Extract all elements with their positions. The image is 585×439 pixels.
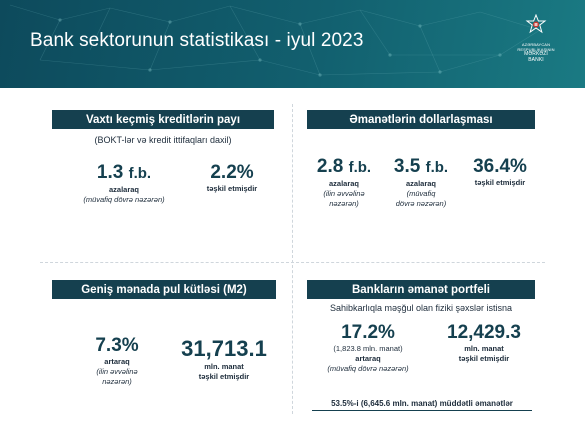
- stat-value: 2.2%: [210, 162, 254, 183]
- stat-note: (ilin əvvəlinə: [96, 367, 138, 376]
- stat-label: artaraq: [355, 354, 381, 363]
- m2-heading: Geniş mənada pul kütləsi (M2): [52, 280, 276, 299]
- logo-line: MƏRKƏZİ: [524, 51, 548, 58]
- term-deposits-note: 53.5%-i (6,645.6 mln. manat) müddətli əmanətlər: [312, 399, 532, 411]
- dollarization-stat-yoy: [381, 156, 461, 209]
- stat-value: 12,429.3: [447, 322, 521, 343]
- stat-detail: (1,823.8 mln. manat): [333, 344, 403, 353]
- overdue-stat-change: [54, 162, 194, 205]
- stat-note: (müvafiq dövrə nəzərən): [83, 195, 165, 204]
- horizontal-divider: [40, 262, 545, 263]
- portfolio-stat-volume: [430, 322, 538, 364]
- stat-note: nəzərən): [329, 199, 359, 208]
- stat-label: azalaraq: [108, 185, 140, 194]
- stat-value: 2.8 f.b.: [316, 156, 372, 177]
- stat-note: (müvafiq: [406, 189, 436, 198]
- stat-value: 36.4%: [473, 156, 527, 177]
- deposit-portfolio-heading: Bankların əmanət portfeli: [307, 280, 535, 299]
- stat-value: 1.3 f.b.: [96, 162, 152, 183]
- stat-label: təşkil etmişdir: [206, 184, 258, 193]
- stat-label: təşkil etmişdir: [474, 178, 526, 187]
- m2-stat-volume: [168, 336, 280, 382]
- logo-line: BANKI: [528, 56, 544, 63]
- stat-note: (müvafiq dövrə nəzərən): [327, 364, 409, 373]
- stat-label: azalaraq: [328, 179, 360, 188]
- stat-value: 17.2%: [341, 322, 395, 343]
- stat-value: 31,713.1: [181, 336, 267, 361]
- stat-note: dövrə nəzərən): [395, 199, 447, 208]
- portfolio-stat-growth: [308, 322, 428, 374]
- dollarization-stat-ytd: [305, 156, 383, 209]
- stat-note: nəzərən): [102, 377, 132, 386]
- m2-stat-growth: [72, 335, 162, 387]
- header-banner: [0, 0, 585, 88]
- overdue-loans-subtitle: (BOKT-lər və kredit ittifaqları daxil): [94, 135, 232, 145]
- dollarization-heading: Əmanətlərin dollarlaşması: [307, 110, 535, 129]
- stat-value: 3.5 f.b.: [393, 156, 449, 177]
- stat-label: azalaraq: [405, 179, 437, 188]
- stat-value: 7.3%: [95, 335, 139, 356]
- emblem-icon: [525, 14, 547, 36]
- logo-caption: [516, 43, 556, 63]
- overdue-loans-heading: Vaxtı keçmiş kreditlərin payı: [52, 110, 274, 129]
- overdue-stat-share: [190, 162, 274, 194]
- stat-note: (ilin əvvəlinə: [323, 189, 365, 198]
- stat-label: artaraq: [104, 357, 130, 366]
- logo-line: RESPUBLİKASININ: [517, 46, 555, 52]
- stat-label: mln. manat: [204, 362, 244, 371]
- stat-label: mln. manat: [464, 344, 504, 353]
- dollarization-stat-share: [460, 156, 540, 188]
- stat-label: təşkil etmişdir: [198, 372, 250, 381]
- logo-line: AZƏRBAYCAN: [521, 42, 551, 47]
- page-title: Bank sektorunun statistikası - iyul 2023: [30, 30, 364, 51]
- vertical-divider: [292, 104, 293, 414]
- stat-label: təşkil etmişdir: [458, 354, 510, 363]
- central-bank-logo: [516, 14, 556, 63]
- deposit-portfolio-subtitle: Sahibkarlıqla məşğul olan fiziki şəxslər istisna: [329, 303, 513, 313]
